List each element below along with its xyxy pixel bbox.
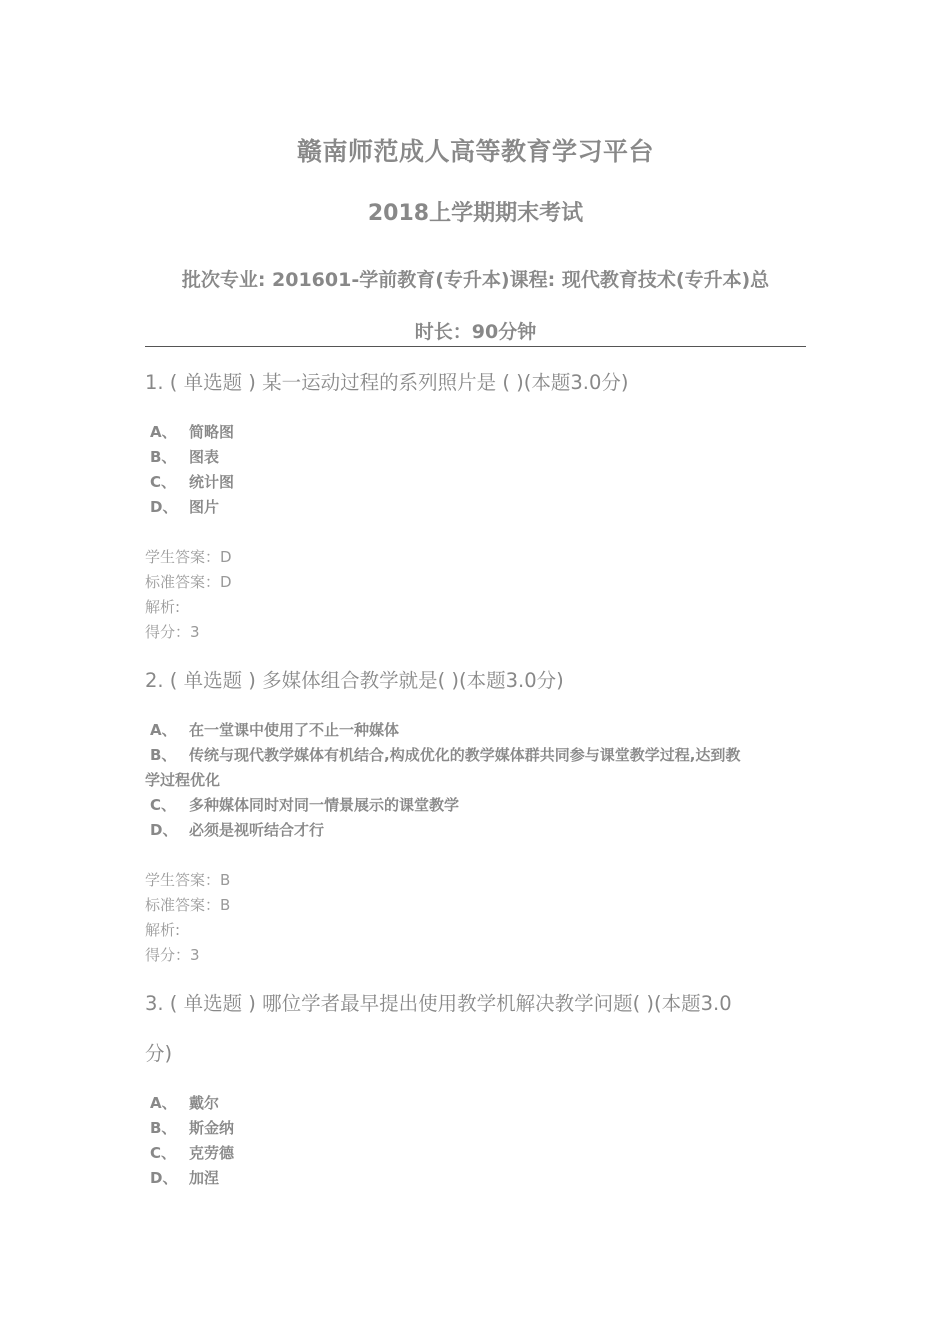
question-1-option-a: A、 简略图 [150, 423, 235, 441]
question-3-option-c: C、 克劳德 [150, 1144, 235, 1162]
question-2-option-b: B、 传统与现代教学媒体有机结合,构成优化的教学媒体群共同参与课堂教学过程,达到教 [150, 746, 741, 764]
question-2-option-c: C、 多种媒体同时对同一情景展示的课堂教学 [150, 796, 460, 814]
question-1-options [145, 420, 806, 520]
standard-answer: 标准答案：B [145, 896, 231, 914]
question-2-stem: 2. ( 单选题 ) 多媒体组合教学就是( )(本题3.0分) [145, 669, 564, 692]
question-1-option-c: C、 统计图 [150, 473, 235, 491]
question-1-stem: 1. ( 单选题 ) 某一运动过程的系列照片是 ( )(本题3.0分) [145, 371, 629, 394]
question-1-option-b: B、 图表 [150, 448, 220, 466]
exam-meta [145, 254, 806, 358]
analysis: 解析: [145, 921, 181, 939]
question-3-option-d: D、 加涅 [150, 1169, 220, 1187]
score: 得分：3 [145, 623, 200, 641]
exam-meta-line2: 时长：90分钟 [414, 321, 537, 343]
student-answer: 学生答案：B [145, 871, 231, 889]
question-2-option-d: D、 必须是视听结合才行 [150, 821, 325, 839]
analysis: 解析: [145, 598, 181, 616]
student-answer: 学生答案：D [145, 548, 232, 566]
question-3-option-b: B、 斯金纳 [150, 1119, 235, 1137]
question-1-option-d: D、 图片 [150, 498, 220, 516]
header-divider [145, 346, 806, 347]
question-3-options [145, 1091, 806, 1191]
question-3-stem-line1: 3. ( 单选题 ) 哪位学者最早提出使用教学机解决教学问题( )(本题3.0 [145, 992, 732, 1015]
exam-meta-line1: 批次专业: 201601-学前教育(专升本)课程: 现代教育技术(专升本)总 [181, 269, 770, 291]
question-3-stem [145, 979, 806, 1079]
question-2-option-a: A、 在一堂课中使用了不止一种媒体 [150, 721, 400, 739]
question-2-option-b-cont: 学过程优化 [145, 771, 221, 789]
question-3-stem-line2: 分) [145, 1042, 173, 1065]
question-2-options [145, 718, 806, 843]
question-1-answers [145, 545, 806, 645]
standard-answer: 标准答案：D [145, 573, 232, 591]
score: 得分：3 [145, 946, 200, 964]
platform-title: 赣南师范成人高等教育学习平台 [296, 137, 654, 166]
question-2-answers [145, 868, 806, 968]
exam-title: 2018上学期期末考试 [367, 201, 584, 226]
question-3-option-a: A、 戴尔 [150, 1094, 220, 1112]
